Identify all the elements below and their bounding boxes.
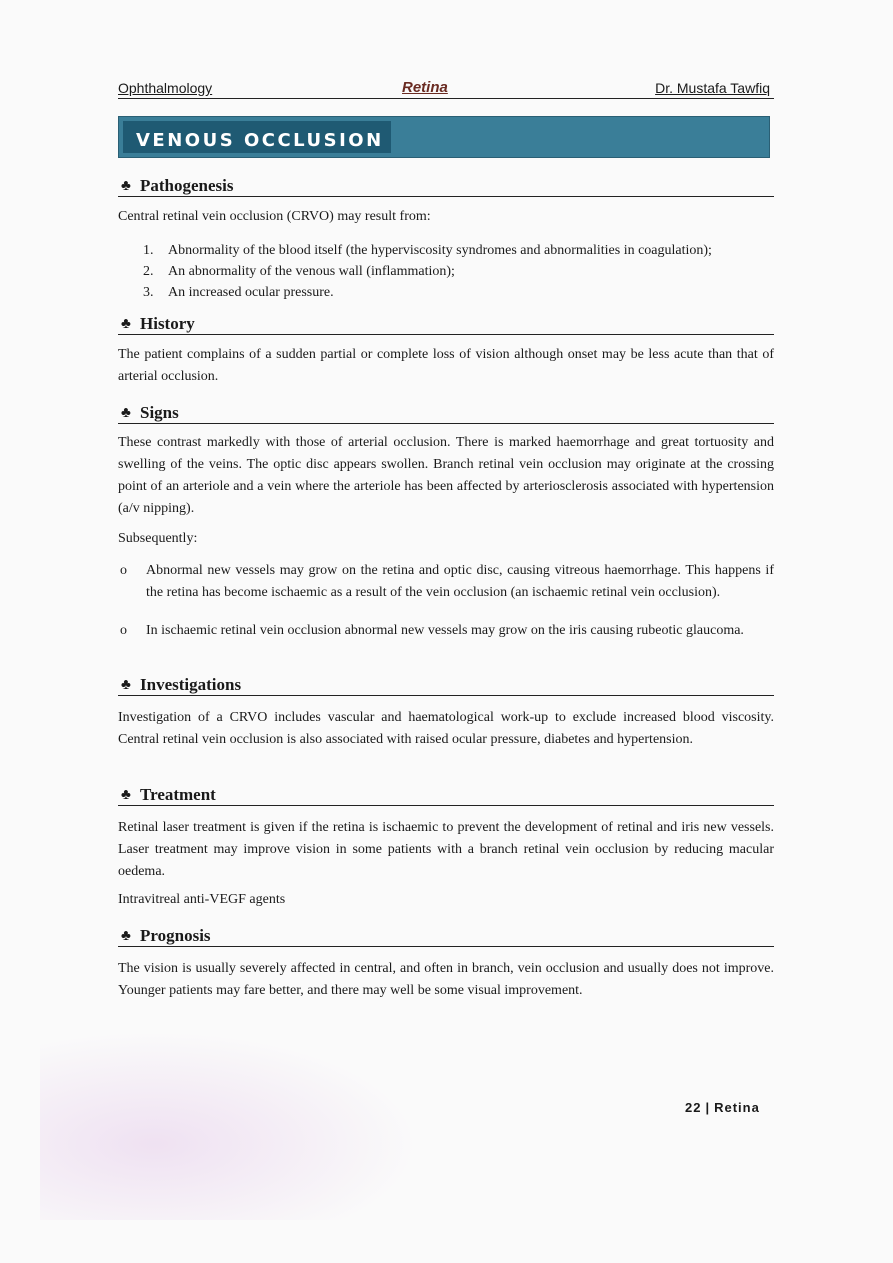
footer-separator: | (705, 1100, 711, 1115)
club-icon: ♣ (121, 928, 131, 944)
header-chapter: Retina (402, 79, 448, 96)
club-icon: ♣ (121, 787, 131, 803)
heading-title: History (140, 314, 195, 333)
heading-prognosis (118, 924, 774, 947)
treatment-extra: Intravitreal anti-VEGF agents (118, 892, 286, 907)
bullet-text: In ischaemic retinal vein occlusion abnormal new vessels may grow on the iris causing rubeotic glaucoma. (146, 623, 744, 638)
list-text: An abnormality of the venous wall (inflammation); (168, 264, 455, 279)
page-number: 22 (685, 1100, 702, 1115)
bullet-marker: o (120, 623, 127, 638)
heading-title: Signs (140, 403, 179, 422)
banner-title-box (123, 121, 391, 153)
section-banner (118, 116, 770, 158)
prognosis-text: The vision is usually severely affected in central, and often in branch, vein occlusion and usually does not improve. Younger patients may fare better, and there may well be some visual improvement. (118, 961, 774, 998)
signs-subsequently: Subsequently: (118, 531, 198, 546)
heading-history (118, 312, 774, 335)
header-author: Dr. Mustafa Tawfiq (655, 80, 770, 96)
header-subject: Ophthalmology (118, 80, 213, 96)
club-icon: ♣ (121, 677, 131, 693)
heading-title: Treatment (140, 785, 216, 804)
heading-investigations (118, 673, 774, 696)
treatment-text: Retinal laser treatment is given if the retina is ischaemic to prevent the development of retinal and iris new vessels. Laser treatment may improve vision in some patients with a branch retinal vein occlusion by reducing macular oedema. (118, 820, 774, 879)
heading-title: Prognosis (140, 926, 211, 945)
heading-pathogenesis (118, 174, 774, 197)
club-icon: ♣ (121, 316, 131, 332)
list-number: 2. (143, 264, 154, 279)
investigations-text: Investigation of a CRVO includes vascular and haematological work-up to exclude increased blood viscosity. Central retinal vein occlusion is also associated with raised ocular pressure, diabetes and hypertension. (118, 710, 774, 747)
pathogenesis-intro: Central retinal vein occlusion (CRVO) may result from: (118, 209, 431, 224)
heading-title: Pathogenesis (140, 176, 234, 195)
club-icon: ♣ (121, 405, 131, 421)
signs-text: These contrast markedly with those of arterial occlusion. There is marked haemorrhage and great tortuosity and swelling of the veins. The optic disc appears swollen. Branch retinal vein occlusion may originate at the crossing point of an arteriole and a vein where the arteriole has been affected by arteriosclerosis associated with hypertension (a/v nipping). (118, 435, 774, 516)
history-text: The patient complains of a sudden partial or complete loss of vision although onset may be less acute than that of arterial occlusion. (118, 347, 774, 384)
page-header (118, 74, 774, 99)
paper-smudge (40, 1030, 420, 1220)
list-number: 1. (143, 243, 154, 258)
banner-title: VENOUS OCCLUSION (136, 130, 384, 151)
club-icon: ♣ (121, 178, 131, 194)
bullet-text: Abnormal new vessels may grow on the retina and optic disc, causing vitreous haemorrhage. This happens if the retina has become ischaemic as a result of the vein occlusion (an ischaemic retinal vein occlusion). (146, 563, 774, 600)
heading-signs (118, 401, 774, 424)
heading-title: Investigations (140, 675, 242, 694)
list-text: Abnormality of the blood itself (the hyperviscosity syndromes and abnormalities in coagulation); (168, 243, 712, 258)
heading-treatment (118, 783, 774, 806)
list-number: 3. (143, 285, 154, 300)
list-text: An increased ocular pressure. (168, 285, 334, 300)
bullet-marker: o (120, 563, 127, 578)
footer-label: Retina (714, 1100, 760, 1115)
page-footer (685, 1100, 760, 1115)
